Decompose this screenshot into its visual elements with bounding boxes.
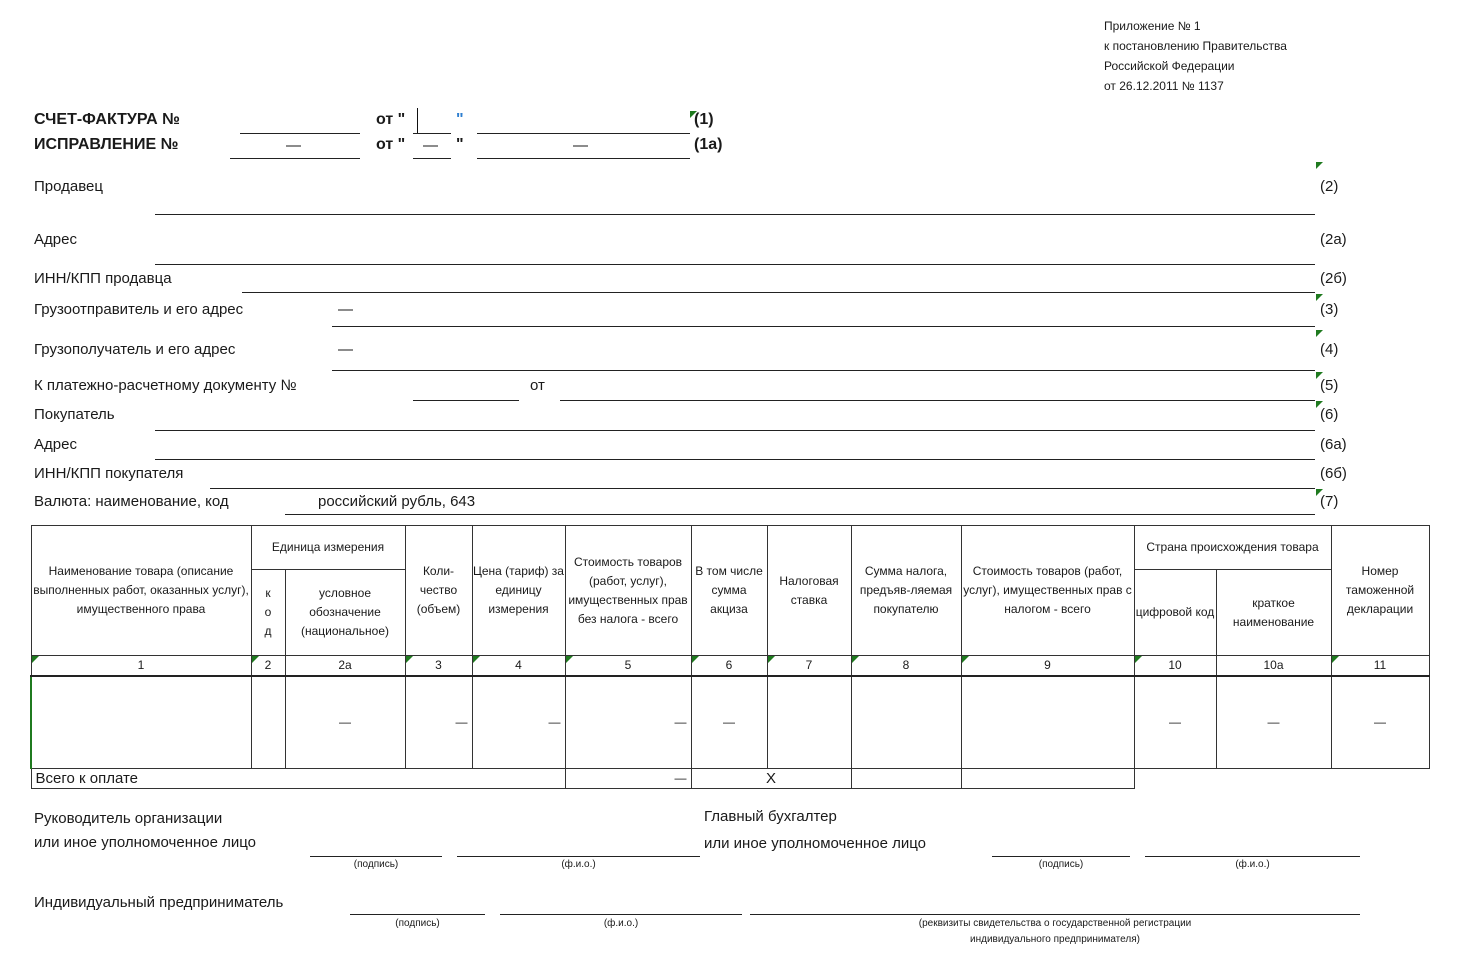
col-number-text: 7 [805,658,813,672]
cell-customs-declaration[interactable]: — [1331,676,1429,768]
cell-tax-rate[interactable] [767,676,851,768]
cell-comment-marker [1316,294,1323,301]
text-cursor [417,108,418,134]
correction-date-value: — [573,137,588,154]
cell-cost-with-tax[interactable] [961,676,1134,768]
header-tax-amount: Сумма налога, предъяв-ляемая покупателю [851,526,961,656]
correction-day-field[interactable] [413,158,451,159]
payment-doc-label: К платежно-расчетному документу № [34,377,297,394]
cell-comment-marker [768,656,775,663]
seller-address-field[interactable] [155,264,1315,265]
cell-tax-amount[interactable] [851,676,961,768]
ref-2b: (2б) [1320,270,1347,287]
col-number-text: 10а [1263,658,1284,672]
cell-comment-marker [962,656,969,663]
col-number [691,656,767,677]
cell-comment-marker [406,656,413,663]
correction-date-field[interactable] [477,158,690,159]
invoice-number-field[interactable] [240,133,360,134]
currency-field[interactable] [285,514,1315,515]
cell-excise[interactable]: — [691,676,767,768]
total-tax-amount[interactable] [851,768,961,788]
header-unit-name: условное обозначение (национальное) [285,570,405,656]
correction-from-label: от " [376,136,406,153]
col-number-text: 6 [725,658,733,672]
currency-label: Валюта: наименование, код [34,493,229,510]
registration-caption-2: индивидуального предпринимателя) [970,934,1140,945]
invoice-day-field[interactable] [413,133,451,134]
header-country-name: краткое наименование [1216,570,1331,656]
buyer-inn-field[interactable] [210,488,1315,489]
total-excise: X [691,768,851,788]
head-label-1: Руководитель организации [34,810,223,827]
seller-label: Продавец [34,178,103,195]
ref-6a: (6а) [1320,436,1347,453]
total-empty [1134,768,1429,788]
header-country-code: цифровой код [1134,570,1216,656]
col-number-text: 10 [1168,658,1182,672]
invoice-from-label: от " [376,111,406,128]
col-number [405,656,472,677]
col-number-text: 8 [902,658,910,672]
buyer-inn-label: ИНН/КПП покупателя [34,465,184,482]
col-number [31,656,251,677]
accountant-label-2: или иное уполномоченное лицо [704,835,927,852]
col-number [851,656,961,677]
registration-caption-1: (реквизиты свидетельства о государственной регистрации [918,918,1192,929]
head-label-2: или иное уполномоченное лицо [34,834,257,851]
correction-number-field[interactable] [230,158,360,159]
col-number-text: 5 [624,658,632,672]
ref-1a: (1а) [694,136,723,153]
cell-unit-name[interactable]: — [285,676,405,768]
seller-inn-label: ИНН/КПП продавца [34,270,172,287]
approval-note [1104,16,1287,96]
buyer-label: Покупатель [34,406,115,423]
approval-line: к постановлению Правительства [1104,39,1287,53]
head-signature-caption: (подпись) [353,859,399,870]
cell-comment-marker [473,656,480,663]
total-label: Всего к оплате [31,768,565,788]
col-number-text: 4 [515,658,522,672]
accountant-name-caption: (ф.и.о.) [1235,859,1270,870]
cell-quantity[interactable]: — [405,676,472,768]
accountant-name-field[interactable] [1145,856,1360,857]
correction-day-value: — [423,137,438,154]
ref-6: (6) [1320,406,1339,423]
cell-price[interactable]: — [472,676,565,768]
ref-7: (7) [1320,493,1339,510]
invoice-title: СЧЕТ-ФАКТУРА № [34,111,180,128]
shipper-field[interactable] [332,326,1315,327]
col-number [767,656,851,677]
header-customs-declaration: Номер таможенной декларации [1331,526,1429,656]
seller-inn-field[interactable] [242,292,1315,293]
ref-1: (1) [694,111,714,128]
cell-comment-marker [852,656,859,663]
cell-comment-marker [1135,656,1142,663]
seller-field[interactable] [155,214,1315,215]
entrepreneur-registration-field[interactable] [750,914,1360,915]
cell-comment-marker [32,656,39,663]
buyer-address-field[interactable] [155,459,1315,460]
col-number [251,656,285,677]
col-number [1331,656,1429,677]
correction-number-value: — [286,137,301,154]
ref-4: (4) [1320,341,1339,358]
invoice-quote-close: " [456,111,464,128]
table-row [31,676,1429,768]
header-quantity: Коли-чество (объем) [405,526,472,656]
shipper-label: Грузоотправитель и его адрес [34,301,244,318]
total-cost-without-tax[interactable]: — [565,768,691,788]
cell-unit-code[interactable] [251,676,285,768]
approval-line: от 26.12.2011 № 1137 [1104,79,1224,93]
entrepreneur-label: Индивидуальный предприниматель [34,894,284,911]
header-unit: Единица измерения [251,526,405,570]
col-number-text: 1 [137,658,145,672]
cell-product-name[interactable] [31,676,251,768]
col-number-text: 2а [338,658,352,672]
shipper-value: — [338,301,353,318]
col-number [1134,656,1216,677]
header-cost-with-tax: Стоимость товаров (работ, услуг), имущественных прав с налогом - всего [961,526,1134,656]
accountant-label-1: Главный бухгалтер [704,808,837,825]
payment-doc-from-label: от [530,377,545,394]
correction-title: ИСПРАВЛЕНИЕ № [34,136,179,153]
entrepreneur-signature-caption: (подпись) [395,918,440,929]
invoice-date-field[interactable] [477,133,690,134]
col-number [565,656,691,677]
consignee-field[interactable] [332,370,1315,371]
cell-comment-marker [1332,656,1339,663]
cell-comment-marker [566,656,573,663]
total-cost-with-tax[interactable] [961,768,1134,788]
cell-comment-marker [692,656,699,663]
payment-doc-date-field[interactable] [560,400,1315,401]
ref-3: (3) [1320,301,1339,318]
buyer-field[interactable] [155,430,1315,431]
cell-cost-without-tax[interactable]: — [565,676,691,768]
approval-line: Приложение № 1 [1104,19,1201,33]
accountant-signature-caption: (подпись) [1038,859,1084,870]
seller-address-label: Адрес [34,231,77,248]
header-product-name: Наименование товара (описание выполненных работ, оказанных услуг), имущественного права [31,526,251,656]
cell-country-code[interactable]: — [1134,676,1216,768]
col-number [472,656,565,677]
header-country: Страна происхождения товара [1134,526,1331,570]
col-number-text: 2 [264,658,272,672]
currency-value: российский рубль, 643 [318,493,476,510]
correction-quote-close: " [456,136,464,153]
ref-6b: (6б) [1320,465,1347,482]
consignee-value: — [338,341,353,358]
total-row [31,768,1429,788]
ref-2a: (2а) [1320,231,1347,248]
cell-comment-marker [1316,330,1323,337]
head-name-caption: (ф.и.о.) [561,859,596,870]
entrepreneur-name-field[interactable] [500,914,742,915]
col-number-text: 9 [1044,658,1051,672]
accountant-signature-field[interactable] [992,856,1130,857]
cell-comment-marker [1316,162,1323,169]
col-number-text: 11 [1373,658,1387,672]
head-name-field[interactable] [457,856,700,857]
col-number [961,656,1134,677]
col-number [1216,656,1331,677]
header-cost-without-tax: Стоимость товаров (работ, услуг), имущественных прав без налога - всего [565,526,691,656]
header-tax-rate: Налоговая ставка [767,526,851,656]
head-signature-field[interactable] [310,856,442,857]
header-unit-code: к о д [251,570,285,656]
goods-table [30,525,1430,789]
approval-line: Российской Федерации [1104,59,1235,73]
payment-doc-number-field[interactable] [413,400,519,401]
header-excise: В том числе сумма акциза [691,526,767,656]
buyer-address-label: Адрес [34,436,77,453]
ref-5: (5) [1320,377,1339,394]
entrepreneur-signature-field[interactable] [350,914,485,915]
ref-2: (2) [1320,178,1339,195]
entrepreneur-name-caption: (ф.и.о.) [603,918,639,929]
header-price: Цена (тариф) за единицу измерения [472,526,565,656]
consignee-label: Грузополучатель и его адрес [34,341,236,358]
cell-country-name[interactable]: — [1216,676,1331,768]
col-number-text: 3 [435,658,442,672]
cell-comment-marker [252,656,259,663]
col-number [285,656,405,677]
